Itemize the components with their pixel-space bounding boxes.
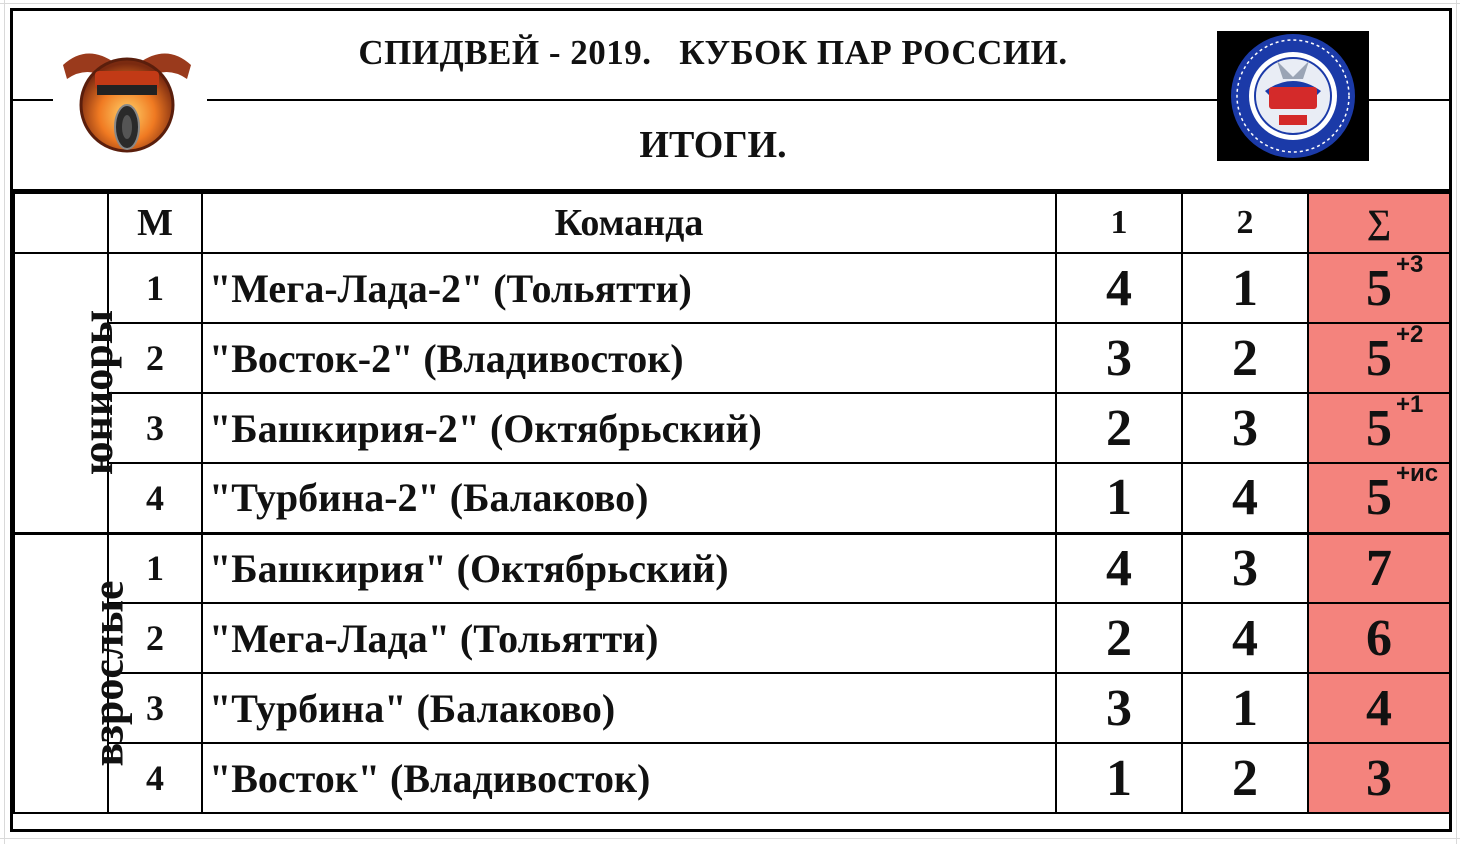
category-cell-adults bbox=[14, 533, 133, 813]
table-row bbox=[14, 673, 1450, 743]
sheet-gridline bbox=[4, 0, 5, 844]
place-cell: 3 bbox=[108, 673, 202, 743]
bonus-superscript: +ис bbox=[1396, 460, 1439, 488]
total-score: 5 bbox=[1366, 259, 1392, 317]
team-cell: "Башкирия-2" (Октябрьский) bbox=[202, 393, 1056, 463]
sheet-gridline bbox=[0, 3, 1460, 4]
place-column-header: М bbox=[108, 193, 202, 253]
total-score: 5 bbox=[1366, 469, 1392, 527]
stage2-score: 1 bbox=[1182, 253, 1308, 323]
header-block bbox=[13, 11, 1449, 192]
stage1-score: 4 bbox=[1056, 533, 1182, 603]
total-score: 6 bbox=[1308, 603, 1450, 673]
page-subtitle: ИТОГИ. bbox=[639, 124, 787, 166]
table-row bbox=[14, 253, 1450, 323]
results-table bbox=[13, 192, 1451, 814]
total-cell bbox=[1308, 250, 1450, 323]
stage2-score: 2 bbox=[1182, 323, 1308, 393]
team-cell: "Турбина" (Балаково) bbox=[202, 673, 1056, 743]
total-cell bbox=[1308, 390, 1450, 463]
page-title: СПИДВЕЙ - 2019. КУБОК ПАР РОССИИ. bbox=[358, 33, 1068, 72]
results-sheet bbox=[10, 8, 1452, 832]
bonus-superscript: +3 bbox=[1396, 250, 1424, 278]
speedway-club-logo bbox=[57, 35, 197, 157]
table-row bbox=[14, 743, 1450, 813]
table-row bbox=[14, 323, 1450, 393]
team-cell: "Башкирия" (Октябрьский) bbox=[202, 533, 1056, 603]
place-cell: 2 bbox=[108, 323, 202, 393]
sheet-gridline bbox=[0, 838, 1460, 839]
team-cell: "Мега-Лада" (Тольятти) bbox=[202, 603, 1056, 673]
stage1-score: 3 bbox=[1056, 673, 1182, 743]
place-cell: 4 bbox=[108, 463, 202, 533]
category-cell-juniors bbox=[14, 253, 123, 533]
table-header-row bbox=[14, 193, 1450, 253]
stage2-score: 3 bbox=[1182, 393, 1308, 463]
total-cell bbox=[1308, 320, 1450, 393]
table-row bbox=[14, 533, 1450, 603]
team-cell: "Турбина-2" (Балаково) bbox=[202, 463, 1056, 533]
stage1-score: 2 bbox=[1056, 393, 1182, 463]
category-header bbox=[14, 193, 108, 253]
stage1-column-header: 1 bbox=[1056, 193, 1182, 253]
total-score: 4 bbox=[1308, 673, 1450, 743]
stage1-score: 2 bbox=[1056, 603, 1182, 673]
stage2-column-header: 2 bbox=[1182, 193, 1308, 253]
stage2-score: 3 bbox=[1182, 533, 1308, 603]
table-row bbox=[14, 603, 1450, 673]
place-cell: 4 bbox=[108, 743, 202, 813]
total-cell bbox=[1308, 460, 1450, 533]
place-cell: 1 bbox=[108, 533, 202, 603]
sum-column-header: ∑ bbox=[1308, 193, 1450, 253]
header-divider bbox=[13, 99, 53, 101]
mfr-federation-logo bbox=[1217, 31, 1369, 161]
stage1-score: 1 bbox=[1056, 743, 1182, 813]
table-row bbox=[14, 463, 1450, 533]
bonus-superscript: +2 bbox=[1396, 320, 1424, 348]
total-score: 7 bbox=[1308, 533, 1450, 603]
total-score: 5 bbox=[1366, 329, 1392, 387]
stage1-score: 1 bbox=[1056, 463, 1182, 533]
stage1-score: 4 bbox=[1056, 253, 1182, 323]
sheet-gridline bbox=[1456, 0, 1457, 844]
team-cell: "Восток-2" (Владивосток) bbox=[202, 323, 1056, 393]
place-cell: 2 bbox=[108, 603, 202, 673]
team-cell: "Восток" (Владивосток) bbox=[202, 743, 1056, 813]
stage2-score: 1 bbox=[1182, 673, 1308, 743]
team-cell: "Мега-Лада-2" (Тольятти) bbox=[202, 253, 1056, 323]
total-score: 3 bbox=[1308, 743, 1450, 813]
stage2-score: 2 bbox=[1182, 743, 1308, 813]
total-score: 5 bbox=[1366, 399, 1392, 457]
category-label: взрослые bbox=[83, 580, 133, 767]
stage2-score: 4 bbox=[1182, 603, 1308, 673]
stage1-score: 3 bbox=[1056, 323, 1182, 393]
table-row bbox=[14, 393, 1450, 463]
category-label: юниоры bbox=[73, 310, 123, 476]
place-cell: 1 bbox=[108, 253, 202, 323]
bonus-superscript: +1 bbox=[1396, 390, 1424, 418]
place-cell: 3 bbox=[108, 393, 202, 463]
team-column-header: Команда bbox=[202, 193, 1056, 253]
stage2-score: 4 bbox=[1182, 463, 1308, 533]
